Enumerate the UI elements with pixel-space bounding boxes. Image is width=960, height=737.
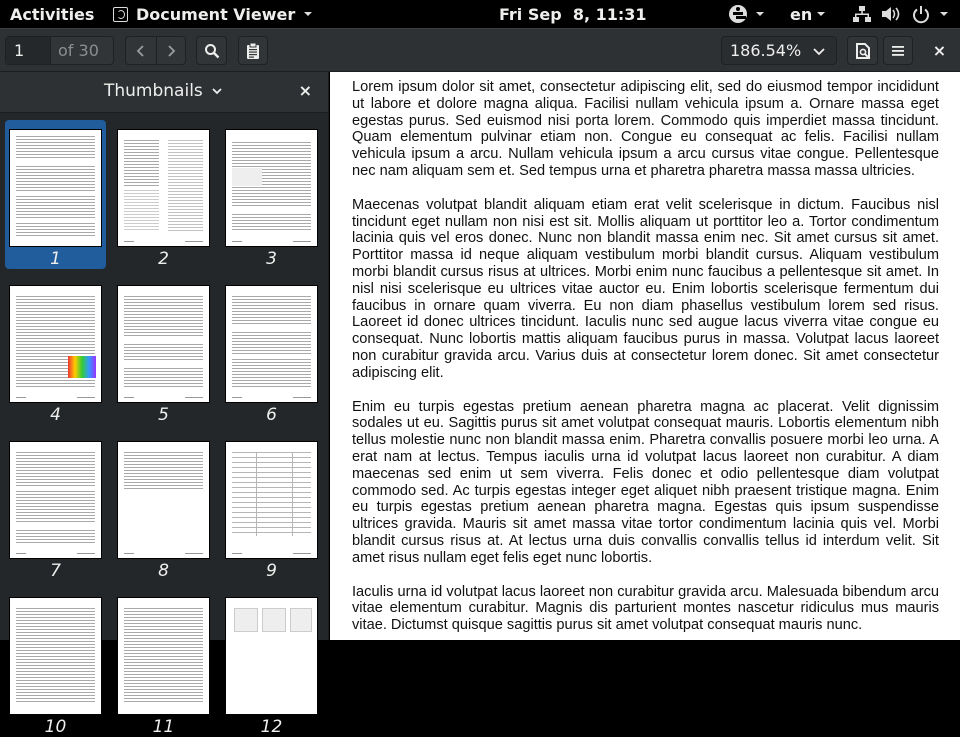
thumbnail-label: 1 — [50, 249, 61, 269]
clipboard-icon — [246, 42, 260, 60]
thumbnail-page-6[interactable] — [221, 276, 322, 425]
page-number-entry[interactable] — [5, 36, 114, 65]
chevron-down-icon — [211, 85, 223, 97]
page-content — [352, 79, 939, 651]
thumbnail-page-10[interactable] — [5, 588, 106, 737]
main-menu-button[interactable] — [883, 36, 913, 65]
page-preview — [225, 285, 318, 403]
language-label: en — [790, 4, 813, 24]
thumbnail-page-5[interactable] — [113, 276, 214, 425]
thumbnail-label: 4 — [50, 405, 61, 425]
power-menu[interactable] — [912, 0, 948, 28]
page-preview — [9, 597, 102, 715]
activities-button[interactable] — [10, 0, 94, 28]
thumbnail-page-9[interactable] — [221, 432, 322, 581]
accessibility-menu[interactable] — [729, 0, 764, 28]
dropdown-arrow-icon — [817, 12, 825, 16]
thumbnail-label: 8 — [158, 561, 169, 581]
paragraph: Enim eu turpis egestas pretium aenean pharetra magna ac placerat. Velit dignissim sodales ut eu. Sagittis purus sit amet volutpat consequat mauris. Lobortis elementum nibh tellus molestie nunc non blandit massa enim. Pharetra convallis posuere morbi leo urna. A erat nam at lectus. Tempus iaculis urna id volutpat lacus laoreet non curabitur. A diam maecenas sed enim ut sem viverra. Felis donec et odio pellentesque diam volutpat commodo sed. Ac turpis egestas integer eget aliquet nibh praesent tristique magna. Enim eu turpis egestas pretium aenean pharetra magna. Egestas quis ipsum suspendisse ultrices gravida. Mauris sit amet massa vitae tortor condimentum lacinia quis vel. Morbi blandit cursus risus at. At lectus urna duis convallis convallis tellus id interdum velit. Sit amet risus nullam eget felis eget nunc lobortis. — [352, 398, 939, 566]
page-preview — [9, 441, 102, 559]
paragraph: Iaculis urna id volutpat lacus laoreet non curabitur gravida arcu. Malesuada bibendum arcu vitae elementum curabitur. Magnis dis parturient montes nascetur ridiculus mus mauris vitae. Dictumst quisque sagittis purus sit amet volutpat consequat mauris nunc. — [352, 583, 939, 634]
thumbnail-label: 10 — [44, 717, 67, 737]
document-search-button[interactable] — [847, 36, 878, 65]
current-page-input[interactable]: 1 — [6, 37, 51, 64]
page-preview — [117, 285, 210, 403]
thumbnail-label: 9 — [266, 561, 277, 581]
thumbnail-label: 7 — [50, 561, 61, 581]
thumbnail-page-8[interactable] — [113, 432, 214, 581]
thumbnail-page-2[interactable] — [113, 120, 214, 269]
thumbnail-label: 6 — [266, 405, 277, 425]
thumbnail-label: 11 — [152, 717, 175, 737]
power-icon — [912, 5, 930, 23]
document-view[interactable] — [330, 72, 960, 640]
previous-page-button[interactable] — [126, 37, 156, 64]
chevron-right-icon — [166, 44, 176, 58]
thumbnail-page-3[interactable] — [221, 120, 322, 269]
page-preview — [9, 285, 102, 403]
thumbnail-label: 3 — [266, 249, 277, 269]
paragraph: Maecenas volutpat blandit aliquam etiam erat velit scelerisque in dictum. Faucibus nisl tincidunt eget nullam non nisi est sit. Mollis aliquam ut porttitor leo a. Tortor condimentum lacinia quis vel eros donec. Nunc non blandit massa enim nec. Sit amet cursus sit amet. Porttitor massa id neque aliquam vestibulum morbi blandit cursus. Aliquam vestibulum morbi blandit cursus risus at ultrices. Morbi enim nunc faucibus a pellentesque sit amet. In nisl nisi scelerisque eu ultrices vitae auctor eu. Enim lobortis scelerisque fermentum dui faucibus in ornare quam viverra. Eu non diam phasellus vestibulum lorem sed risus. Laoreet id donec ultrices tincidunt. Iaculis nunc sed augue lacus viverra vitae congue eu consequat. Nunc lobortis mattis aliquam faucibus purus in massa. Volutpat lacus laoreet non curabitur gravida arcu. Varius duis at consectetur lorem donec. Sit amet consectetur adipiscing elit. — [352, 196, 939, 381]
page-preview — [117, 441, 210, 559]
close-icon: × — [298, 81, 312, 100]
paragraph: Lorem ipsum dolor sit amet, consectetur adipiscing elit, sed do eiusmod tempor incididunt ut labore et dolore magna aliqua. Facilisi nullam vehicula ipsum a. Ornare massa eget egestas purus. Sed euismod nisi porta lorem. Commodo quis imperdiet massa tincidunt. Quam elementum pulvinar etiam non. Congue eu consequat ac felis. Facilisi nullam vehicula ipsum a arcu. Nullam vehicula ipsum a arcu cursus vitae congue. Pellentesque nec nam aliquam sem et. Sed tempus urna et pharetra pharetra massa massa ultricies. — [352, 79, 939, 179]
sidebar-close-button[interactable] — [299, 81, 312, 100]
page-total-label: of 30 — [58, 41, 99, 60]
gnome-top-bar — [0, 0, 960, 28]
thumbnail-grid[interactable] — [0, 113, 328, 737]
annotations-button[interactable] — [238, 36, 268, 65]
thumbnail-page-7[interactable] — [5, 432, 106, 581]
next-page-button[interactable] — [156, 37, 186, 64]
dropdown-arrow-icon — [756, 12, 764, 16]
zoom-level-value: 186.54% — [730, 41, 802, 60]
app-menu[interactable] — [113, 0, 312, 28]
activities-label: Activities — [10, 4, 95, 24]
page-preview — [9, 129, 102, 247]
app-name-label: Document Viewer — [136, 4, 296, 24]
clock[interactable] — [499, 0, 647, 28]
thumbnail-page-1[interactable] — [5, 120, 106, 269]
dropdown-arrow-icon — [304, 12, 312, 16]
page-preview — [225, 129, 318, 247]
sidebar-mode-dropdown[interactable] — [104, 81, 223, 101]
thumbnail-label: 2 — [158, 249, 169, 269]
page-preview — [117, 129, 210, 247]
window-close-button[interactable] — [924, 36, 955, 65]
search-button[interactable] — [196, 36, 227, 65]
dropdown-arrow-icon — [940, 12, 948, 16]
document-viewer-icon — [113, 7, 128, 22]
thumbnail-label: 5 — [158, 405, 169, 425]
header-bar — [0, 28, 960, 72]
search-icon — [204, 43, 220, 59]
clock-label: Fri Sep 8, 11:31 — [499, 4, 647, 24]
thumbnail-page-4[interactable] — [5, 276, 106, 425]
accessibility-icon — [729, 5, 747, 23]
sidebar-title: Thumbnails — [104, 81, 203, 101]
zoom-level-dropdown[interactable] — [721, 36, 837, 65]
chevron-down-icon — [812, 44, 826, 58]
page-preview — [117, 597, 210, 715]
page-preview — [225, 441, 318, 559]
thumbnail-label: 12 — [260, 717, 283, 737]
network-icon[interactable] — [853, 0, 871, 28]
language-menu[interactable] — [790, 0, 825, 28]
thumbnail-page-12[interactable] — [221, 588, 322, 737]
close-icon: × — [932, 41, 947, 60]
page-preview — [225, 597, 318, 715]
document-search-icon — [856, 43, 870, 59]
thumbnails-sidebar — [0, 72, 329, 737]
chevron-left-icon — [136, 44, 146, 58]
volume-icon[interactable] — [881, 0, 901, 28]
sidebar-header — [0, 72, 328, 113]
hamburger-menu-icon — [892, 45, 904, 57]
thumbnail-page-11[interactable] — [113, 588, 214, 737]
page-navigation — [125, 36, 186, 65]
